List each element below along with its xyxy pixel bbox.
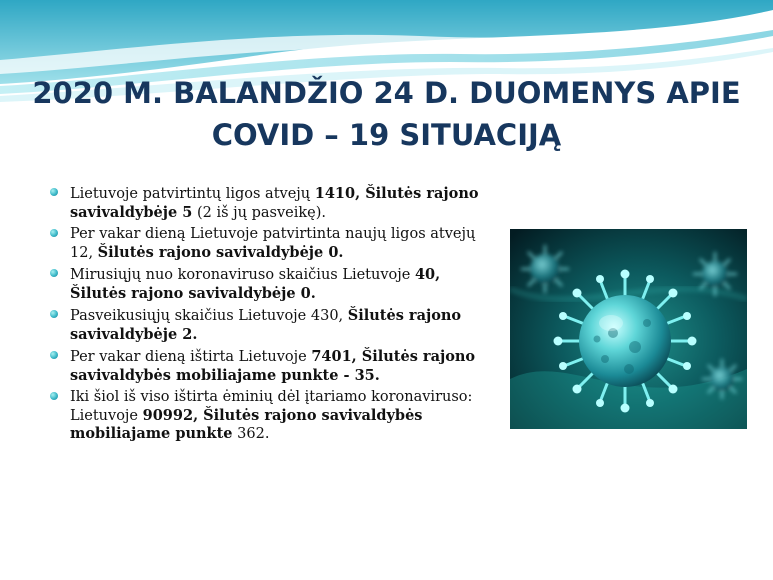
bullet-bold-text: 40, Šilutės rajono savivaldybėje 0.	[70, 266, 441, 302]
bullet-list	[50, 185, 500, 448]
list-item	[50, 389, 500, 444]
bullet-bold-text: Šilutės rajono savivaldybėje 0.	[97, 243, 344, 261]
circle-bullet-icon	[50, 392, 58, 400]
slide-title: 2020 M. BALANDŽIO 24 D. DUOMENYS APIE COVID – 19 SITUACIJĄ	[32, 76, 741, 152]
circle-bullet-icon	[50, 351, 58, 359]
bullet-text: Iki šiol iš viso ištirta ėminių dėl įtariamo koronaviruso: Lietuvoje	[70, 389, 473, 424]
bullet-text: Per vakar dieną Lietuvoje patvirtinta naujų ligos atvejų 12,	[70, 226, 476, 261]
bullet-bold-text: 7401, Šilutės rajono savivaldybės mobiliajame punkte - 35.	[70, 348, 476, 384]
list-item	[50, 266, 500, 303]
circle-bullet-icon	[50, 229, 58, 237]
circle-bullet-icon	[50, 310, 58, 318]
bullet-bold-text: Šilutės rajono savivaldybėje 2.	[70, 307, 462, 343]
bullet-text: Per vakar dieną ištirta Lietuvoje	[70, 349, 312, 365]
circle-bullet-icon	[50, 188, 58, 196]
list-item	[50, 307, 500, 344]
bullet-text: Mirusiųjų nuo koronaviruso skaičius Lietuvoje	[70, 267, 415, 283]
list-item	[50, 226, 500, 262]
bullet-text: Pasveikusiųjų skaičius Lietuvoje 430,	[70, 308, 348, 324]
bullet-text: Lietuvoje patvirtintų ligos atvejų	[70, 186, 315, 202]
bullet-text: 362.	[232, 426, 270, 442]
bullet-text: (2 iš jų pasveikę).	[192, 204, 327, 221]
list-item	[50, 348, 500, 385]
circle-bullet-icon	[50, 269, 58, 277]
list-item	[50, 185, 500, 222]
coronavirus-illustration-icon	[510, 229, 747, 429]
bullet-bold-text: 90992, Šilutės rajono savivaldybės mobiliajame punkte	[70, 406, 423, 442]
bullet-bold-text: 1410, Šilutės rajono savivaldybėje 5	[70, 185, 479, 221]
